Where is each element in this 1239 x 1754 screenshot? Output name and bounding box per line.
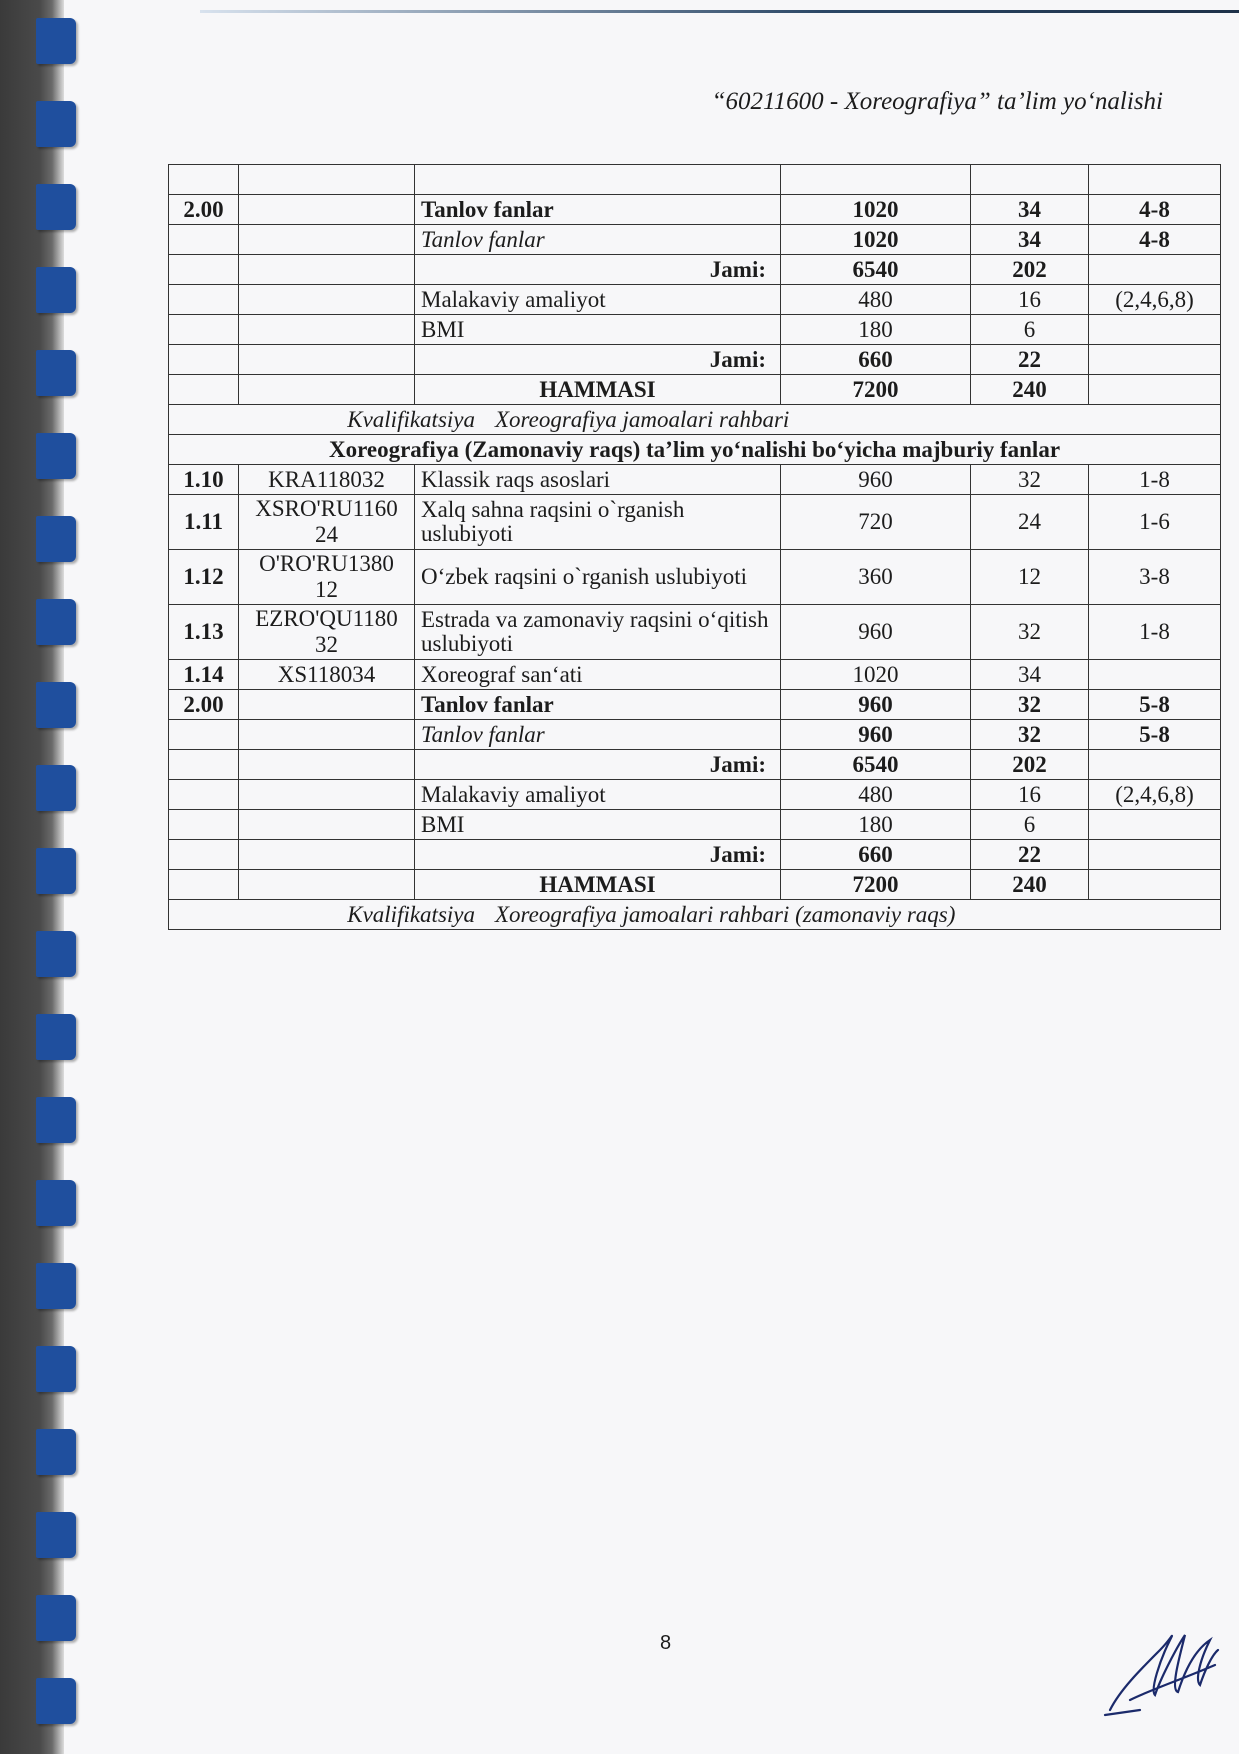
- semester-cell: 1-8: [1089, 465, 1221, 495]
- hours-cell: 720: [781, 495, 971, 550]
- binding-ring: [36, 599, 76, 645]
- binding-ring: [36, 1014, 76, 1060]
- qualification-value: Xoreografiya jamoalari rahbari: [495, 406, 790, 432]
- semester-cell: 3-8: [1089, 550, 1221, 605]
- semester-cell: 1-8: [1089, 605, 1221, 660]
- table-row: [169, 660, 1221, 690]
- subject-name: Tanlov fanlar: [415, 195, 781, 225]
- qualification-row: [169, 900, 1221, 930]
- subject-name: Jami:: [415, 750, 781, 780]
- credits-cell: 32: [971, 465, 1089, 495]
- qualification-row: [169, 405, 1221, 435]
- hours-cell: 360: [781, 550, 971, 605]
- subject-code: [239, 165, 415, 195]
- subject-name: Jami:: [415, 345, 781, 375]
- semester-cell: 1-6: [1089, 495, 1221, 550]
- credits-cell: 240: [971, 870, 1089, 900]
- subject-code: [239, 750, 415, 780]
- subject-name: Xoreograf san‘ati: [415, 660, 781, 690]
- subject-name: Jami:: [415, 840, 781, 870]
- binding-ring: [36, 516, 76, 562]
- credits-cell: 34: [971, 195, 1089, 225]
- subject-name: Tanlov fanlar: [415, 225, 781, 255]
- table-row: [169, 375, 1221, 405]
- semester-cell: [1089, 810, 1221, 840]
- row-number: [169, 285, 239, 315]
- row-number: 1.13: [169, 605, 239, 660]
- semester-cell: (2,4,6,8): [1089, 780, 1221, 810]
- binding-ring: [36, 1263, 76, 1309]
- semester-cell: 5-8: [1089, 690, 1221, 720]
- subject-code: [239, 285, 415, 315]
- row-number: 2.00: [169, 195, 239, 225]
- binding-ring: [36, 1429, 76, 1475]
- semester-cell: 4-8: [1089, 195, 1221, 225]
- subject-name: Malakaviy amaliyot: [415, 285, 781, 315]
- row-number: 2.00: [169, 690, 239, 720]
- binding-ring: [36, 1512, 76, 1558]
- row-number: 1.10: [169, 465, 239, 495]
- subject-name: HAMMASI: [415, 375, 781, 405]
- subject-code: [239, 810, 415, 840]
- row-number: [169, 345, 239, 375]
- qualification-label: Kvalifikatsiya: [347, 901, 475, 927]
- row-number: [169, 780, 239, 810]
- binding-ring: [36, 101, 76, 147]
- subject-code: EZRO'QU1180 32: [239, 605, 415, 660]
- table-row: [169, 810, 1221, 840]
- hours-cell: 7200: [781, 375, 971, 405]
- table-row: [169, 315, 1221, 345]
- table-row: [169, 165, 1221, 195]
- qualification-value: Xoreografiya jamoalari rahbari (zamonaviy raqs): [495, 901, 956, 927]
- binding-ring: [36, 848, 76, 894]
- credits-cell: 24: [971, 495, 1089, 550]
- hours-cell: 180: [781, 810, 971, 840]
- row-number: [169, 720, 239, 750]
- credits-cell: 6: [971, 810, 1089, 840]
- table-row: [169, 605, 1221, 660]
- hours-cell: 960: [781, 465, 971, 495]
- table-row: [169, 465, 1221, 495]
- subject-code: XS118034: [239, 660, 415, 690]
- subject-code: O'RO'RU1380 12: [239, 550, 415, 605]
- table-row: [169, 255, 1221, 285]
- hours-cell: 660: [781, 840, 971, 870]
- qualification-cell: [169, 900, 1221, 930]
- subject-name: Klassik raqs asoslari: [415, 465, 781, 495]
- hours-cell: 960: [781, 720, 971, 750]
- signature-icon: [1100, 1610, 1220, 1720]
- binding-ring: [36, 1678, 76, 1724]
- binding-ring: [36, 1180, 76, 1226]
- binding-ring: [36, 765, 76, 811]
- table-row: [169, 195, 1221, 225]
- credits-cell: 34: [971, 225, 1089, 255]
- hours-cell: 7200: [781, 870, 971, 900]
- subject-code: [239, 780, 415, 810]
- semester-cell: [1089, 840, 1221, 870]
- table-row: [169, 840, 1221, 870]
- subject-code: [239, 225, 415, 255]
- semester-cell: [1089, 255, 1221, 285]
- binding-ring: [36, 267, 76, 313]
- qualification-cell: [169, 405, 1221, 435]
- page-number: 8: [660, 1632, 672, 1654]
- credits-cell: 16: [971, 285, 1089, 315]
- row-number: [169, 255, 239, 285]
- subject-code: [239, 315, 415, 345]
- row-number: 1.12: [169, 550, 239, 605]
- binding-ring: [36, 1346, 76, 1392]
- binding-ring: [36, 350, 76, 396]
- binding-ring: [36, 1097, 76, 1143]
- semester-cell: (2,4,6,8): [1089, 285, 1221, 315]
- section-row: [169, 435, 1221, 465]
- subject-name: Estrada va zamonaviy raqsini o‘qitish uslubiyoti: [415, 605, 781, 660]
- table-row: [169, 720, 1221, 750]
- table-row: [169, 750, 1221, 780]
- binding-ring: [36, 18, 76, 64]
- table-row: [169, 225, 1221, 255]
- subject-code: KRA118032: [239, 465, 415, 495]
- hours-cell: 480: [781, 780, 971, 810]
- semester-cell: [1089, 375, 1221, 405]
- semester-cell: [1089, 165, 1221, 195]
- semester-cell: 5-8: [1089, 720, 1221, 750]
- hours-cell: 6540: [781, 750, 971, 780]
- hours-cell: 1020: [781, 225, 971, 255]
- subject-code: [239, 870, 415, 900]
- subject-code: [239, 690, 415, 720]
- binding-ring: [36, 931, 76, 977]
- hours-cell: 180: [781, 315, 971, 345]
- hours-cell: [781, 165, 971, 195]
- subject-name: Tanlov fanlar: [415, 720, 781, 750]
- subject-code: XSRO'RU1160 24: [239, 495, 415, 550]
- credits-cell: 32: [971, 690, 1089, 720]
- credits-cell: 12: [971, 550, 1089, 605]
- credits-cell: [971, 165, 1089, 195]
- credits-cell: 6: [971, 315, 1089, 345]
- subject-name: [415, 165, 781, 195]
- credits-cell: 16: [971, 780, 1089, 810]
- section-title: Xoreografiya (Zamonaviy raqs) ta’lim yo‘nalishi bo‘yicha majburiy fanlar: [169, 435, 1221, 465]
- hours-cell: 960: [781, 605, 971, 660]
- credits-cell: 202: [971, 750, 1089, 780]
- subject-name: HAMMASI: [415, 870, 781, 900]
- subject-name: Jami:: [415, 255, 781, 285]
- row-number: [169, 750, 239, 780]
- subject-code: [239, 720, 415, 750]
- subject-code: [239, 375, 415, 405]
- semester-cell: 4-8: [1089, 225, 1221, 255]
- subject-name: O‘zbek raqsini o`rganish uslubiyoti: [415, 550, 781, 605]
- binding-ring: [36, 184, 76, 230]
- binding-ring: [36, 1595, 76, 1641]
- row-number: [169, 870, 239, 900]
- hours-cell: 1020: [781, 195, 971, 225]
- subject-code: [239, 840, 415, 870]
- table-row: [169, 550, 1221, 605]
- row-number: [169, 315, 239, 345]
- subject-name: Malakaviy amaliyot: [415, 780, 781, 810]
- credits-cell: 32: [971, 720, 1089, 750]
- table-row: [169, 285, 1221, 315]
- row-number: [169, 225, 239, 255]
- subject-code: [239, 255, 415, 285]
- credits-cell: 32: [971, 605, 1089, 660]
- row-number: [169, 810, 239, 840]
- hours-cell: 6540: [781, 255, 971, 285]
- subject-name: BMI: [415, 810, 781, 840]
- semester-cell: [1089, 750, 1221, 780]
- semester-cell: [1089, 870, 1221, 900]
- qualification-label: Kvalifikatsiya: [347, 406, 475, 432]
- table-row: [169, 690, 1221, 720]
- subject-name: Xalq sahna raqsini o`rganish uslubiyoti: [415, 495, 781, 550]
- row-number: [169, 840, 239, 870]
- credits-cell: 22: [971, 345, 1089, 375]
- row-number: 1.14: [169, 660, 239, 690]
- binding-ring: [36, 682, 76, 728]
- top-rule: [200, 10, 1239, 13]
- hours-cell: 660: [781, 345, 971, 375]
- subject-name: BMI: [415, 315, 781, 345]
- semester-cell: [1089, 660, 1221, 690]
- curriculum-table: [168, 164, 1221, 930]
- subject-code: [239, 345, 415, 375]
- table-row: [169, 870, 1221, 900]
- table-row: [169, 345, 1221, 375]
- subject-name: Tanlov fanlar: [415, 690, 781, 720]
- semester-cell: [1089, 315, 1221, 345]
- table-row: [169, 780, 1221, 810]
- row-number: 1.11: [169, 495, 239, 550]
- semester-cell: [1089, 345, 1221, 375]
- hours-cell: 480: [781, 285, 971, 315]
- binding-ring: [36, 433, 76, 479]
- table-row: [169, 495, 1221, 550]
- page-header: “60211600 - Xoreografiya” ta’lim yo‘nalishi: [711, 88, 1163, 115]
- row-number: [169, 165, 239, 195]
- hours-cell: 1020: [781, 660, 971, 690]
- credits-cell: 22: [971, 840, 1089, 870]
- subject-code: [239, 195, 415, 225]
- credits-cell: 240: [971, 375, 1089, 405]
- row-number: [169, 375, 239, 405]
- hours-cell: 960: [781, 690, 971, 720]
- credits-cell: 202: [971, 255, 1089, 285]
- credits-cell: 34: [971, 660, 1089, 690]
